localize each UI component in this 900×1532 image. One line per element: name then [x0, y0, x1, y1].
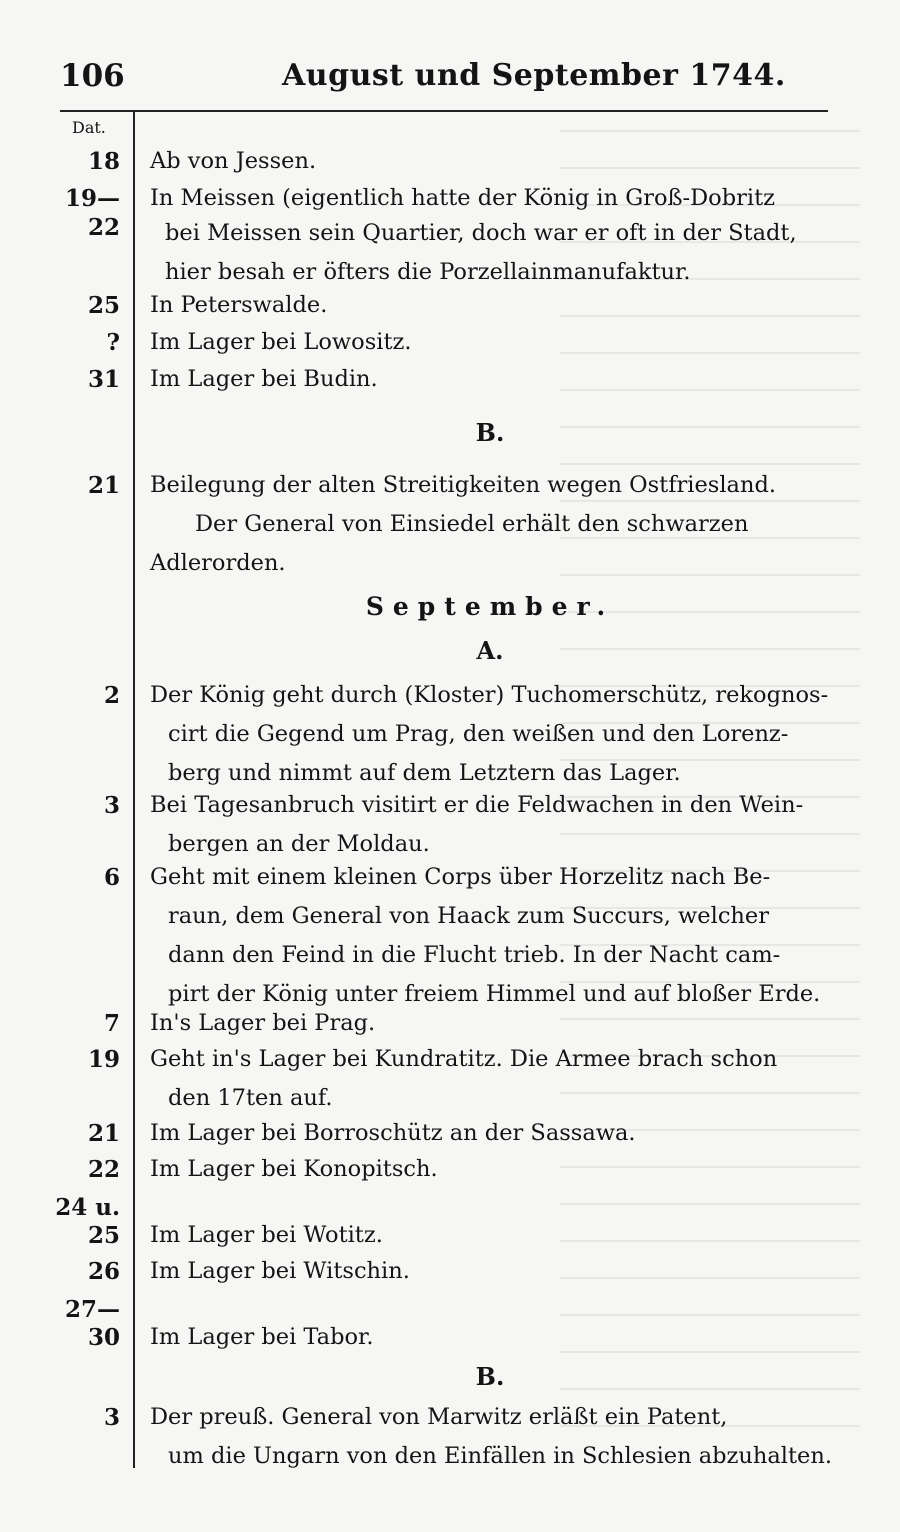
entry-date: 31: [87, 366, 120, 393]
entry-date: 6: [103, 864, 120, 891]
date-column-label: Dat.: [72, 118, 106, 137]
entry-text: [150, 179, 830, 218]
header-rule: [60, 110, 828, 112]
entry-date: 19—: [64, 185, 120, 212]
month-heading: September.: [365, 592, 615, 621]
entry-text: [150, 142, 830, 181]
entry-date: 26: [87, 1258, 120, 1285]
entry-line: Beilegung der alten Streitigkeiten wegen Ostfriesland.: [150, 472, 777, 498]
section-heading: B.: [475, 418, 505, 447]
entry-line: Geht in's Lager bei Kundratitz. Die Armee brach schon: [150, 1046, 778, 1072]
entry-date: 22: [87, 214, 120, 241]
entry-date: 3: [103, 792, 120, 819]
entry-date: 25: [87, 1222, 120, 1249]
entry-date: 24 u.: [55, 1194, 120, 1221]
entry-line: cirt die Gegend um Prag, den weißen und den Lorenz-: [168, 721, 789, 747]
entry-text: [150, 323, 830, 362]
entry-line: Im Lager bei Budin.: [150, 366, 378, 392]
entry-date: 7: [103, 1010, 120, 1037]
entry-line: Im Lager bei Wotitz.: [150, 1222, 383, 1248]
entry-line: Ab von Jessen.: [150, 148, 317, 174]
entry-line: raun, dem General von Haack zum Succurs, welcher: [168, 903, 769, 929]
entry-text: [150, 676, 830, 793]
entry-text: [150, 1004, 830, 1043]
entry-date: 19: [87, 1046, 120, 1073]
entry-line: bei Meissen sein Quartier, doch war er oft in der Stadt,: [165, 220, 797, 246]
entry-line: Adlerorden.: [150, 550, 286, 576]
entry-line: Der General von Einsiedel erhält den schwarzen: [195, 511, 749, 537]
entry-text: [150, 360, 830, 399]
page-header: [60, 52, 828, 102]
entry-line: In Peterswalde.: [150, 292, 328, 318]
entry-line: Der König geht durch (Kloster) Tuchomerschütz, rekognos-: [150, 682, 829, 708]
entry-text: [165, 214, 830, 292]
entry-date: 2: [103, 682, 120, 709]
entry-date: ?: [106, 329, 120, 356]
entry-date: 22: [87, 1156, 120, 1183]
entry-line: Im Lager bei Tabor.: [150, 1324, 374, 1350]
entry-text: [150, 466, 830, 583]
entry-text: [150, 1318, 830, 1357]
entry-text: [150, 1398, 833, 1476]
date-column-rule: [133, 112, 135, 1468]
entry-line: bergen an der Moldau.: [168, 831, 430, 857]
entry-line: pirt der König unter freiem Himmel und auf bloßer Erde.: [168, 981, 821, 1007]
entry-date: 18: [87, 148, 120, 175]
entry-line: Im Lager bei Lowositz.: [150, 329, 412, 355]
entry-line: Geht mit einem kleinen Corps über Horzelitz nach Be-: [150, 864, 771, 890]
entry-text: [150, 1150, 830, 1189]
entry-text: [150, 286, 830, 325]
entry-line: dann den Feind in die Flucht trieb. In der Nacht cam-: [168, 942, 781, 968]
entry-text: [150, 1252, 830, 1291]
entry-line: In Meissen (eigentlich hatte der König in Groß-Dobritz: [150, 185, 775, 211]
entry-line: Bei Tagesanbruch visitirt er die Feldwachen in den Wein-: [150, 792, 804, 818]
entry-date: 25: [87, 292, 120, 319]
section-heading: A.: [476, 636, 504, 665]
entry-text: [150, 858, 830, 1014]
entry-date: 30: [87, 1324, 120, 1351]
entry-line: den 17ten auf.: [168, 1085, 333, 1111]
entry-text: [150, 786, 830, 864]
section-heading: B.: [475, 1362, 505, 1391]
entry-line: Im Lager bei Konopitsch.: [150, 1156, 438, 1182]
entry-line: In's Lager bei Prag.: [150, 1010, 376, 1036]
entry-text: [150, 1216, 830, 1255]
entry-date: 21: [87, 1120, 120, 1147]
entry-text: [150, 1114, 830, 1153]
entry-line: hier besah er öfters die Porzellainmanufaktur.: [165, 259, 691, 285]
entry-line: berg und nimmt auf dem Letztern das Lager.: [168, 760, 681, 786]
entry-text: [150, 1040, 830, 1118]
page-number: 106: [60, 58, 125, 94]
entry-date: 21: [87, 472, 120, 499]
entry-date: 3: [103, 1404, 120, 1431]
running-title: August und September 1744.: [282, 58, 786, 93]
entry-line: Im Lager bei Borroschütz an der Sassawa.: [150, 1120, 636, 1146]
entry-line: um die Ungarn von den Einfällen in Schlesien abzuhalten.: [168, 1443, 833, 1469]
entry-date: 27—: [64, 1296, 120, 1323]
entry-line: Der preuß. General von Marwitz erläßt ein Patent,: [150, 1404, 728, 1430]
entry-line: Im Lager bei Witschin.: [150, 1258, 410, 1284]
